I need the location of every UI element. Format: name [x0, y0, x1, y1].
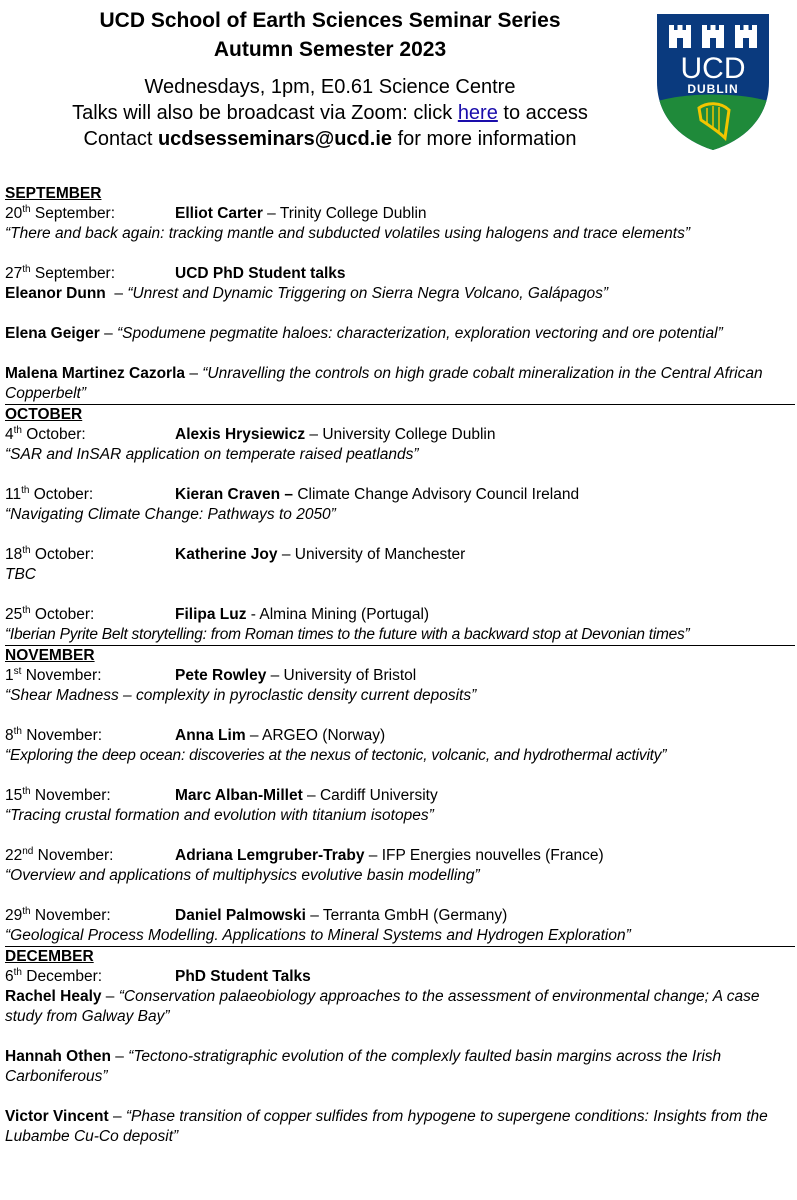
talk-title: “Tracing crustal formation and evolution with titanium isotopes” — [5, 807, 434, 824]
seminar-entry — [5, 726, 795, 766]
speaker-name: Elena Geiger — [5, 325, 100, 342]
month-heading: SEPTEMBER — [5, 185, 102, 202]
speaker-affiliation: – University of Bristol — [266, 667, 417, 684]
month-heading: NOVEMBER — [5, 647, 95, 664]
logo-dublin-text: DUBLIN — [687, 82, 739, 96]
seminar-date: 22nd November: — [5, 845, 114, 864]
zoom-info: Talks will also be broadcast via Zoom: click here to access — [72, 102, 588, 124]
talk-title: TBC — [5, 566, 36, 583]
series-title: UCD School of Earth Sciences Seminar Series — [99, 9, 561, 32]
speaker-name: Alexis Hrysiewicz — [175, 426, 306, 443]
seminar-entry — [5, 846, 795, 886]
section-october — [5, 404, 795, 645]
student-talk: Eleanor Dunn – “Unrest and Dynamic Triggering on Sierra Negra Volcano, Galápagos” — [5, 285, 609, 302]
student-talk: Victor Vincent – “Phase transition of copper sulfides from hypogene to supergene conditions: Insights from the Lubambe Cu-Co deposit” — [5, 1108, 768, 1145]
seminar-entry — [5, 967, 795, 1027]
contact-email[interactable]: ucdsesseminars@ucd.ie — [157, 128, 393, 150]
talk-title: “Navigating Climate Change: Pathways to 2050” — [5, 506, 336, 523]
header — [0, 0, 660, 152]
seminar-entry — [5, 906, 795, 946]
speaker-name: Kieran Craven – — [175, 486, 294, 503]
speaker-affiliation: – Cardiff University — [302, 787, 438, 804]
speaker-affiliation: – University College Dublin — [305, 426, 496, 443]
speaker-affiliation: – Terranta GmbH (Germany) — [305, 907, 508, 924]
speaker-name: Daniel Palmowski — [175, 907, 306, 924]
speaker-affiliation: – University of Manchester — [277, 546, 466, 563]
seminar-date: 27th September: — [5, 263, 116, 282]
month-heading: OCTOBER — [5, 406, 83, 423]
section-december — [5, 946, 795, 1147]
talk-title: “Overview and applications of multiphysics evolutive basin modelling” — [5, 867, 480, 884]
seminar-entry — [5, 204, 795, 244]
speaker-name: Victor Vincent — [5, 1108, 109, 1125]
seminar-entry — [5, 485, 795, 525]
talk-title: “Iberian Pyrite Belt storytelling: from Roman times to the future with a backward stop at Devonian times” — [5, 626, 690, 643]
talk-title: “There and back again: tracking mantle and subducted volatiles using halogens and trace elements” — [5, 225, 690, 242]
talk-title: “Conservation palaeobiology approaches to the assessment of environmental change; A case study from Galway Bay” — [5, 988, 760, 1025]
speaker-name: Adriana Lemgruber-Traby — [175, 847, 365, 864]
speaker-affiliation: – ARGEO (Norway) — [245, 727, 386, 744]
speaker-name: Anna Lim — [175, 727, 246, 744]
seminar-entry — [5, 545, 795, 585]
speaker-name: Rachel Healy — [5, 988, 102, 1005]
month-heading: DECEMBER — [5, 948, 94, 965]
student-talk: Elena Geiger – “Spodumene pegmatite haloes: characterization, exploration vectoring and ore potential” — [5, 325, 723, 342]
semester-title: Autumn Semester 2023 — [213, 38, 447, 61]
speaker-affiliation: – IFP Energies nouvelles (France) — [364, 847, 604, 864]
seminar-date: 18th October: — [5, 544, 95, 563]
talk-title: “Spodumene pegmatite haloes: characterization, exploration vectoring and ore potential” — [117, 325, 723, 342]
schedule-info: Wednesdays, 1pm, E0.61 Science Centre — [144, 76, 516, 98]
seminar-date: 29th November: — [5, 905, 111, 924]
seminar-date: 20th September: — [5, 203, 116, 222]
seminar-schedule — [5, 184, 795, 1147]
speaker-name: Eleanor Dunn — [5, 285, 106, 302]
speaker-name: Filipa Luz — [175, 606, 247, 623]
speaker-name: Malena Martinez Cazorla — [5, 365, 186, 382]
seminar-entry — [5, 666, 795, 706]
speaker-name: Katherine Joy — [175, 546, 278, 563]
section-november — [5, 645, 795, 946]
zoom-link[interactable]: here — [457, 102, 498, 124]
seminar-date: 11th October: — [5, 484, 94, 503]
speaker-name: Pete Rowley — [175, 667, 267, 684]
section-september — [5, 184, 795, 404]
talk-title: “SAR and InSAR application on temperate raised peatlands” — [5, 446, 419, 463]
talk-title: “Shear Madness – complexity in pyroclastic density current deposits” — [5, 687, 477, 704]
seminar-date: 8th November: — [5, 725, 103, 744]
seminar-entry — [5, 425, 795, 465]
talk-title: “Phase transition of copper sulfides from hypogene to supergene conditions: Insights from the Lubambe Cu-Co deposit” — [5, 1108, 768, 1145]
seminar-date: 4th October: — [5, 424, 86, 443]
seminar-entry — [5, 264, 795, 304]
talk-title: “Unravelling the controls on high grade cobalt mineralization in the Central African Copperbelt” — [5, 365, 763, 402]
seminar-date: 6th December: — [5, 966, 103, 985]
seminar-entry — [5, 786, 795, 826]
ucd-crest-logo — [655, 12, 771, 152]
talk-title: “Exploring the deep ocean: discoveries at the nexus of tectonic, volcanic, and hydrothermal activity” — [5, 747, 667, 764]
talk-title: “Geological Process Modelling. Applications to Mineral Systems and Hydrogen Exploration” — [5, 927, 631, 944]
speaker-name: Marc Alban-Millet — [175, 787, 303, 804]
seminar-date: 25th October: — [5, 604, 95, 623]
contact-info: Contact ucdsesseminars@ucd.ie for more information — [83, 128, 577, 150]
student-talk: Malena Martinez Cazorla – “Unravelling the controls on high grade cobalt mineralization in the Central African Copperbelt” — [5, 365, 763, 402]
seminar-date: 1st November: — [5, 665, 102, 684]
speaker-name: Elliot Carter — [175, 205, 263, 222]
session-title: UCD PhD Student talks — [175, 265, 346, 282]
seminar-date: 15th November: — [5, 785, 111, 804]
speaker-name: Hannah Othen — [5, 1048, 111, 1065]
speaker-affiliation: – Trinity College Dublin — [262, 205, 427, 222]
student-talk: Rachel Healy – “Conservation palaeobiology approaches to the assessment of environmental change; A case study from Galway Bay” — [5, 988, 760, 1025]
session-title: PhD Student Talks — [175, 968, 311, 985]
logo-ucd-text: UCD — [680, 52, 746, 85]
talk-title: “Unrest and Dynamic Triggering on Sierra Negra Volcano, Galápagos” — [127, 285, 609, 302]
student-talk: Hannah Othen – “Tectono-stratigraphic evolution of the complexly faulted basin margins across the Irish Carboniferous” — [5, 1048, 722, 1085]
seminar-entry — [5, 605, 795, 645]
talk-title: “Tectono-stratigraphic evolution of the complexly faulted basin margins across the Irish Carboniferous” — [5, 1048, 722, 1085]
speaker-affiliation: - Almina Mining (Portugal) — [246, 606, 430, 623]
speaker-affiliation: Climate Change Advisory Council Ireland — [293, 486, 580, 503]
